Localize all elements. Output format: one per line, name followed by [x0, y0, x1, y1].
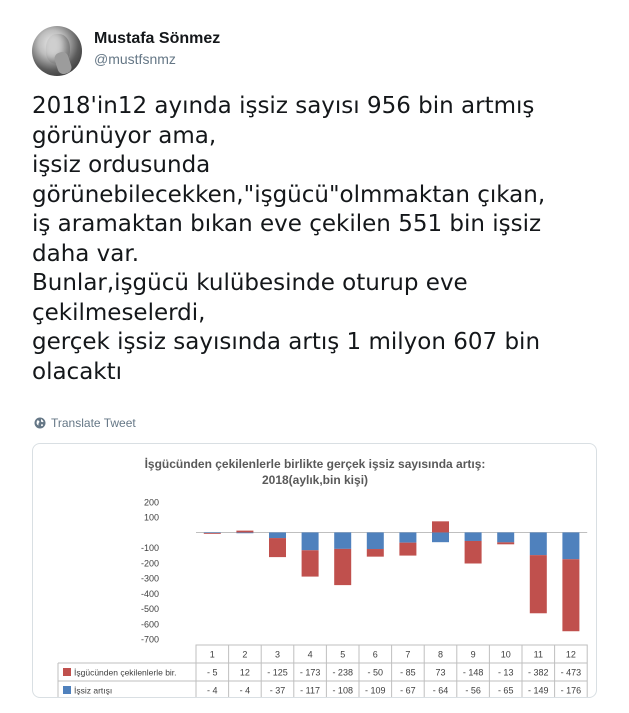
data-label: - 238	[332, 667, 353, 678]
tweet-line: işsiz ordusunda	[32, 152, 211, 178]
bar-unemployed-increase	[302, 532, 319, 550]
globe-icon	[34, 417, 46, 429]
x-tick-label: 7	[405, 649, 411, 660]
legend-swatch	[63, 686, 71, 694]
bar-unemployed-increase	[530, 532, 547, 555]
tweet-line: 2018'in12 ayında işsiz sayısı 956 bin artmış	[32, 93, 535, 119]
x-tick-label: 6	[372, 649, 378, 660]
data-label: - 148	[462, 667, 484, 678]
x-tick-label: 10	[500, 649, 511, 660]
data-label: - 473	[560, 667, 582, 678]
tweet-line: görünebilecekken,"işgücü"olmmaktan çıkan,	[32, 181, 546, 208]
bar-withdrawn-labor	[465, 541, 482, 564]
bar-withdrawn-labor	[497, 542, 514, 544]
legend-label: İşgücünden çekilenlerle bir.	[74, 667, 177, 678]
x-tick-label: 5	[340, 649, 346, 660]
data-label: - 117	[300, 685, 321, 696]
chart-title: İşgücünden çekilenlerle birlikte gerçek işsiz sayısında artış:	[144, 457, 486, 471]
bar-withdrawn-labor	[399, 543, 416, 556]
data-label: - 13	[497, 667, 514, 678]
user-name[interactable]: Mustafa Sönmez	[94, 30, 221, 47]
y-tick-label: -300	[140, 573, 159, 584]
bar-withdrawn-labor	[367, 549, 384, 557]
y-tick-label: 200	[143, 497, 159, 508]
y-tick-label: -400	[140, 588, 159, 599]
bar-withdrawn-labor	[302, 550, 319, 576]
bar-unemployed-increase	[269, 532, 286, 538]
y-tick-label: -600	[140, 619, 159, 630]
data-label: - 56	[465, 685, 481, 696]
tweet-line: olacaktı	[32, 358, 123, 385]
legend-label: İşsiz artışı	[74, 685, 113, 696]
tweet-line: gerçek işsiz sayısında artış 1 milyon 607 bin	[32, 329, 541, 355]
bar-withdrawn-labor	[432, 521, 449, 532]
tweet-line: daha var.	[32, 240, 140, 267]
data-label: - 4	[239, 685, 251, 696]
x-tick-label: 11	[533, 649, 543, 660]
data-label: - 125	[267, 667, 288, 678]
data-label: - 67	[400, 685, 416, 696]
data-label: - 37	[269, 685, 286, 696]
x-tick-label: 1	[209, 649, 215, 660]
x-tick-label: 2	[242, 649, 248, 660]
y-tick-label: -100	[140, 543, 159, 554]
x-tick-label: 3	[274, 649, 281, 660]
chart-image-card[interactable]	[32, 443, 597, 698]
user-avatar[interactable]	[32, 26, 82, 76]
tweet-text	[32, 92, 602, 387]
bar-unemployed-increase	[562, 532, 579, 559]
translate-tweet-link[interactable]	[34, 416, 136, 430]
data-label: - 65	[497, 685, 514, 696]
x-tick-label: 4	[307, 649, 313, 660]
data-label: 12	[239, 667, 250, 678]
x-tick-label: 9	[470, 649, 476, 660]
tweet-line: Bunlar,işgücü kulübesinde oturup eve	[32, 270, 468, 296]
bar-unemployed-increase	[497, 532, 514, 542]
data-label: - 382	[528, 667, 549, 678]
bar-unemployed-increase	[432, 532, 449, 542]
data-label: - 149	[528, 685, 549, 696]
data-label: - 173	[299, 667, 321, 678]
tweet-line: görünüyor ama,	[32, 122, 217, 149]
bar-withdrawn-labor	[530, 555, 547, 613]
bar-withdrawn-labor	[204, 533, 221, 534]
bar-unemployed-increase	[399, 532, 416, 542]
user-handle[interactable]: @mustfsnmz	[94, 51, 176, 67]
data-label: - 5	[207, 667, 218, 678]
x-tick-label: 12	[565, 649, 576, 660]
y-tick-label: 100	[143, 512, 159, 523]
x-tick-label: 8	[437, 649, 444, 660]
bar-withdrawn-labor	[236, 531, 253, 533]
bar-unemployed-increase	[465, 532, 482, 541]
data-label: - 4	[207, 685, 218, 696]
tweet-line: iş aramaktan bıkan eve çekilen 551 bin işsiz	[32, 211, 542, 237]
data-label: - 50	[367, 667, 384, 678]
bar-withdrawn-labor	[269, 538, 286, 557]
tweet-line: çekilmeselerdi,	[32, 299, 206, 326]
bar-unemployed-increase	[334, 532, 351, 548]
bar-unemployed-increase	[367, 532, 384, 549]
y-tick-label: -200	[140, 558, 159, 569]
legend-swatch	[63, 668, 71, 676]
bar-withdrawn-labor	[334, 549, 351, 585]
data-label: - 108	[332, 685, 353, 696]
data-label: - 176	[560, 685, 582, 696]
y-tick-label: -700	[140, 634, 159, 645]
data-label: - 85	[400, 667, 416, 678]
y-tick-label: -500	[140, 604, 159, 615]
bar-unemployed-increase	[236, 532, 253, 533]
data-label: - 64	[432, 685, 449, 696]
tweet-header	[32, 26, 592, 78]
chart-subtitle: 2018(aylık,bin kişi)	[261, 473, 369, 487]
stacked-bar-chart	[33, 444, 597, 698]
bar-withdrawn-labor	[562, 559, 579, 631]
data-label: - 109	[365, 685, 386, 696]
translate-label: Translate Tweet	[51, 416, 136, 430]
data-label: 73	[435, 667, 446, 678]
